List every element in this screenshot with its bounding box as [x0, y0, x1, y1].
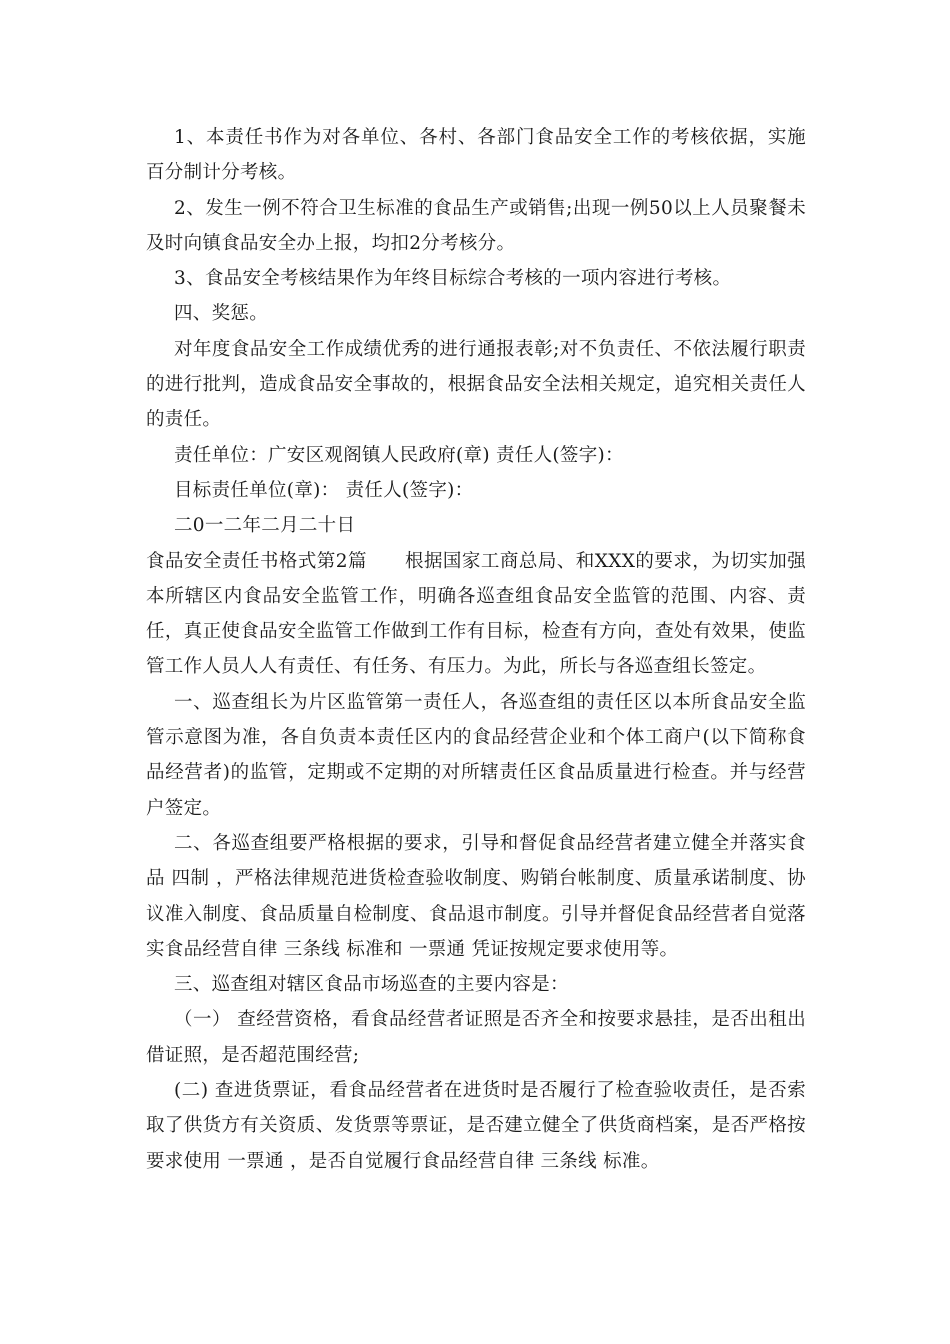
paragraph-section-two: 二、各巡查组要严格根据的要求，引导和督促食品经营者建立健全并落实食品 四制 ，严格法律规范进货检查验收制度、购销台帐制度、质量承诺制度、协议准入制度、食品质量自检制度、食品退市制度。引导并督促食品经营者自觉落实食品经营自律 三条线 标准和 一票通 凭证按规定要求使用等。	[146, 832, 806, 960]
paragraph-section-three: 三、巡查组对辖区食品市场巡查的主要内容是：	[174, 974, 569, 996]
paragraph-deduction-rule: 2、发生一例不符合卫生标准的食品生产或销售;出现一例50以上人员聚餐未及时向镇食品安全办上报，均扣2分考核分。	[146, 197, 806, 254]
paragraph-item-one: （一） 查经营资格，看食品经营者证照是否齐全和按要求悬挂，是否出租出借证照，是否超范围经营;	[146, 1009, 806, 1066]
paragraph-item-two: (二) 查进货票证，看食品经营者在进货时是否履行了检查验收责任，是否索取了供货方有关资质、发货票等票证，是否建立健全了供货商档案，是否严格按要求使用 一票通 ，是否自觉履行食品经营自律 三条线 标准。	[146, 1080, 806, 1172]
signature-line-responsible-unit: 责任单位：广安区观阁镇人民政府(章) 责任人(签字)：	[174, 444, 624, 466]
document-date: 二0一二年二月二十日	[174, 515, 356, 537]
paragraph-rewards-penalties: 对年度食品安全工作成绩优秀的进行通报表彰;对不负责任、不依法履行职责的进行批判，造成食品安全事故的，根据食品安全法相关规定，追究相关责任人的责任。	[146, 338, 806, 431]
section-heading-rewards: 四、奖惩。	[174, 303, 269, 325]
paragraph-section-one: 一、巡查组长为片区监管第一责任人，各巡查组的责任区以本所食品安全监管示意图为准，各自负责本责任区内的食品经营企业和个体工商户(以下简称食品经营者)的监管，定期或不定期的对所辖责任区食品质量进行检查。并与经营户签定。	[146, 691, 806, 819]
document-body	[146, 120, 806, 1179]
paragraph-second-template-intro: 食品安全责任书格式第2篇 根据国家工商总局、和XXX的要求，为切实加强本所辖区内食品安全监管工作，明确各巡查组食品安全监管的范围、内容、责任，真正使食品安全监管工作做到工作有目标，检查有方向，查处有效果，使监管工作人员人人有责任、有任务、有压力。为此，所长与各巡查组长签定。	[146, 550, 806, 678]
paragraph-annual-assessment: 3、食品安全考核结果作为年终目标综合考核的一项内容进行考核。	[174, 268, 732, 290]
paragraph-assessment-basis: 1、本责任书作为对各单位、各村、各部门食品安全工作的考核依据，实施百分制计分考核。	[146, 127, 806, 184]
signature-line-target-unit: 目标责任单位(章)： 责任人(签字)：	[174, 479, 474, 501]
